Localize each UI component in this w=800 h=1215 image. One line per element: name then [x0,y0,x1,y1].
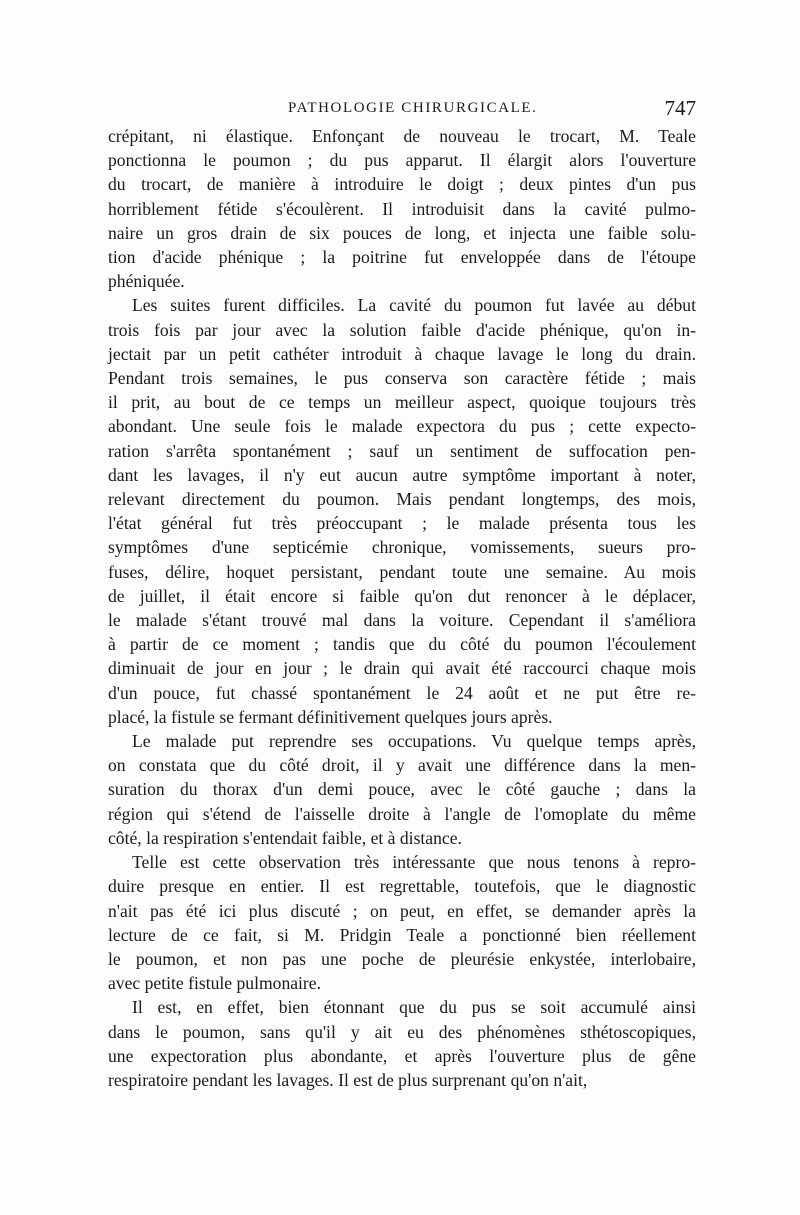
text-line: phéniquée. [108,271,185,292]
text-line: tion d'acide phénique ; la poitrine fut enveloppée dans de l'étoupe [108,247,696,268]
running-title: PATHOLOGIE CHIRURGICALE. [288,100,538,116]
text-line: dant les lavages, il n'y eut aucun autre symptôme important à noter, [108,464,696,485]
text-line: respiratoire pendant les lavages. Il est de plus surprenant qu'on n'ait, [108,1069,588,1090]
text-line: Le malade put reprendre ses occupations. Vu quelque temps après, [132,731,696,752]
text-line: duire presque en entier. Il est regrettable, toutefois, que le diagnostic [108,876,696,897]
text-line: crépitant, ni élastique. Enfonçant de nouveau le trocart, M. Teale [108,126,696,146]
text-line: avec petite fistule pulmonaire. [108,973,321,994]
text-line: le poumon, et non pas une poche de pleurésie enkystée, interlobaire, [108,948,696,969]
text-line: fuses, délire, hoquet persistant, pendant toute une semaine. Au mois [108,561,696,582]
body-text [108,124,696,1092]
page-number: 747 [664,96,696,120]
paragraph [108,850,696,995]
text-line: suration du thorax d'un demi pouce, avec le côté gauche ; dans la [108,779,696,800]
text-line: ration s'arrêta spontanément ; sauf un sentiment de suffocation pen- [108,440,696,461]
text-line: trois fois par jour avec la solution faible d'acide phénique, qu'on in- [108,319,696,340]
text-line: symptômes d'une septicémie chronique, vomissements, sueurs pro- [108,537,696,558]
text-line: le malade s'étant trouvé mal dans la voiture. Cependant il s'améliora [108,610,696,631]
text-line: dans le poumon, sans qu'il y ait eu des phénomènes sthétoscopiques, [108,1021,696,1042]
text-line: Pendant trois semaines, le pus conserva son caractère fétide ; mais [108,368,696,389]
text-line: il prit, au bout de ce temps un meilleur aspect, quoique toujours très [108,392,696,413]
text-line: Il est, en effet, bien étonnant que du pus se soit accumulé ainsi [132,997,696,1018]
text-line: l'état général fut très préoccupant ; le malade présenta tous les [108,513,696,534]
paragraph [108,995,696,1092]
paragraph [108,729,696,850]
text-line: de juillet, il était encore si faible qu'on dut renoncer à le déplacer, [108,585,696,606]
text-line: ponctionna le poumon ; du pus apparut. Il élargit alors l'ouverture [108,150,696,171]
text-line: Telle est cette observation très intéressante que nous tenons à repro- [132,852,696,873]
text-line: n'ait pas été ici plus discuté ; on peut, en effet, se demander après la [108,900,696,921]
text-line: jectait par un petit cathéter introduit à chaque lavage le long du drain. [108,343,696,364]
text-line: du trocart, de manière à introduire le doigt ; deux pintes d'un pus [108,174,696,195]
text-line: horriblement fétide s'écoulèrent. Il introduisit dans la cavité pulmo- [108,198,696,219]
text-line: naire un gros drain de six pouces de long, et injecta une faible solu- [108,222,696,243]
text-line: à partir de ce moment ; tandis que du côté du poumon l'écoulement [108,634,696,655]
paragraph [108,293,696,729]
text-line: d'un pouce, fut chassé spontanément le 24 août et ne put être re- [108,682,696,703]
paragraph [108,124,696,293]
text-line: côté, la respiration s'entendait faible, et à distance. [108,827,462,848]
text-line: une expectoration plus abondante, et après l'ouverture plus de gêne [108,1045,696,1066]
text-line: région qui s'étend de l'aisselle droite à l'angle de l'omoplate du même [108,803,696,824]
page-header [108,96,696,126]
text-line: Les suites furent difficiles. La cavité du poumon fut lavée au début [132,295,696,316]
text-line: relevant directement du poumon. Mais pendant longtemps, des mois, [108,489,696,510]
text-line: diminuait de jour en jour ; le drain qui avait été raccourci chaque mois [108,658,696,679]
text-line: placé, la fistule se fermant définitivement quelques jours après. [108,706,553,727]
text-line: lecture de ce fait, si M. Pridgin Teale a ponctionné bien réellement [108,924,696,945]
text-line: on constata que du côté droit, il y avait une différence dans la men- [108,755,696,776]
text-line: abondant. Une seule fois le malade expectora du pus ; cette expecto- [108,416,696,437]
